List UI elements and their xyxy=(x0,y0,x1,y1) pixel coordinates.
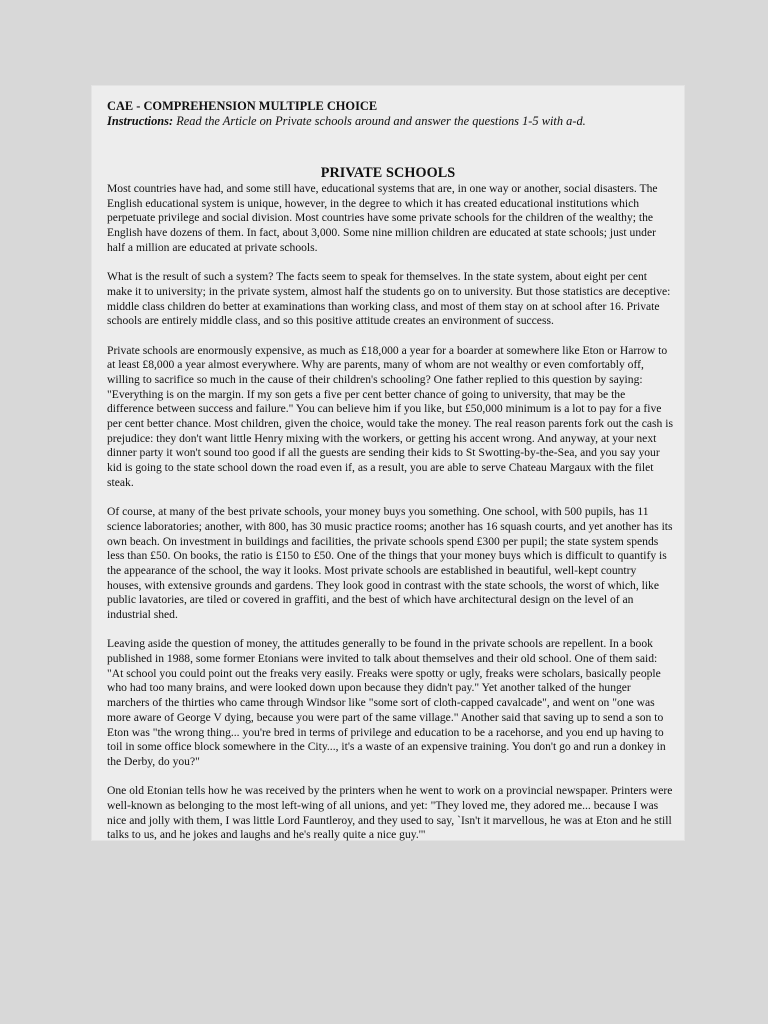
instructions-text: Read the Article on Private schools around and answer the questions 1-5 with a-d. xyxy=(176,114,586,128)
paragraph: Of course, at many of the best private schools, your money buys you something. One school, with 500 pupils, has 11 science laboratories; another, with 800, has 30 music practice rooms; another has 16 squash courts, and yet another has its own beach. On investment in buildings and facilities, the private schools spend £300 per pupil; the state system spends less than £50. On books, the ratio is £150 to £50. One of the things that your money buys which is difficult to quantify is the appearance of the school, the way it looks. Most private schools are established in beautiful, well-kept country houses, with extensive grounds and gardens. They look good in contrast with the state schools, the worst of which, like public lavatories, are tiled or covered in graffiti, and the best of which have architectural design on the level of an industrial shed. xyxy=(107,505,673,622)
paragraph: What is the result of such a system? The facts seem to speak for themselves. In the state system, about eight per cent make it to university; in the private system, almost half the students go on to university. But those statistics are deceptive: middle class children do better at examinations than working class, and most of them stay on at school after 16. Private schools are entirely middle class, and so this positive attitude creates an environment of success. xyxy=(107,270,671,328)
document-heading: CAE - COMPREHENSION MULTIPLE CHOICE xyxy=(107,99,378,113)
document-header xyxy=(107,99,667,129)
paragraph: Private schools are enormously expensive, as much as £18,000 a year for a boarder at somewhere like Eton or Harrow to at least £8,000 a year almost everywhere. Why are parents, many of whom are not wealthy or even comfortably off, willing to sacrifice so much in the cause of their children's schooling? One father replied to this question by saying: "Everything is on the margin. If my son gets a five per cent better chance of going to university, that may be the difference between success and failure." You can believe him if you like, but £50,000 minimum is a lot to pay for a five per cent better chance. Most children, given the choice, would take the money. The real reason parents fork out the cash is prejudice: they don't want little Henry mixing with the workers, or getting his accent wrong. And anyway, at your next dinner party it won't sound too good if all the guests are sending their kids to St Swotting-by-the-Sea, and you say your kid is going to the state school down the road even if, as a result, you are able to serve Chateau Margaux with the filet steak. xyxy=(107,343,673,489)
article-body xyxy=(107,182,673,858)
paragraph: Most countries have had, and some still have, educational systems that are, in one way or another, social disasters. The English educational system is unique, however, in the degree to which it has created educational institutions which perpetuate privilege and social division. Most countries have some private schools for the children of the wealthy; the English have dozens of them. In fact, about 3,000. Some nine million children are educated at state schools; just under half a million are educated at private schools. xyxy=(107,182,658,254)
instructions-label: Instructions: xyxy=(107,114,174,128)
article-title: PRIVATE SCHOOLS xyxy=(320,165,456,181)
paragraph: One old Etonian tells how he was received by the printers when he went to work on a provincial newspaper. Printers were well-known as belonging to the most left-wing of all unions, and yet: "They loved me, they adored me... because I was nice and jolly with them, I was little Lord Fauntleroy, and they used to say, `Isn't it marvellous, he was at Eton and he still talks to us, and he jokes and laughs and he's really quite a nice guy.'" xyxy=(107,784,673,842)
paragraph: Leaving aside the question of money, the attitudes generally to be found in the private schools are repellent. In a book published in 1988, some former Etonians were invited to talk about themselves and their old school. One of them said: "At school you could point out the freaks very easily. Freaks were spotty or ugly, freaks were scholars, basically people who had too many brains, and were looked down upon because they didn't pay." Yet another talked of the hunger marchers of the thirties who came through Windsor like "some sort of cloth-capped cavalcade", and went on "one was more aware of George V dying, because you were part of the same village." Another said that saving up to send a son to Eton was "the wrong thing... you're bred in terms of privilege and education to be a racehorse, and you end up having to toil in some office block somewhere in the City..., it's a waste of an expensive training. You don't go and run a donkey in the Derby, do you?" xyxy=(107,637,666,768)
document-page xyxy=(92,86,684,840)
